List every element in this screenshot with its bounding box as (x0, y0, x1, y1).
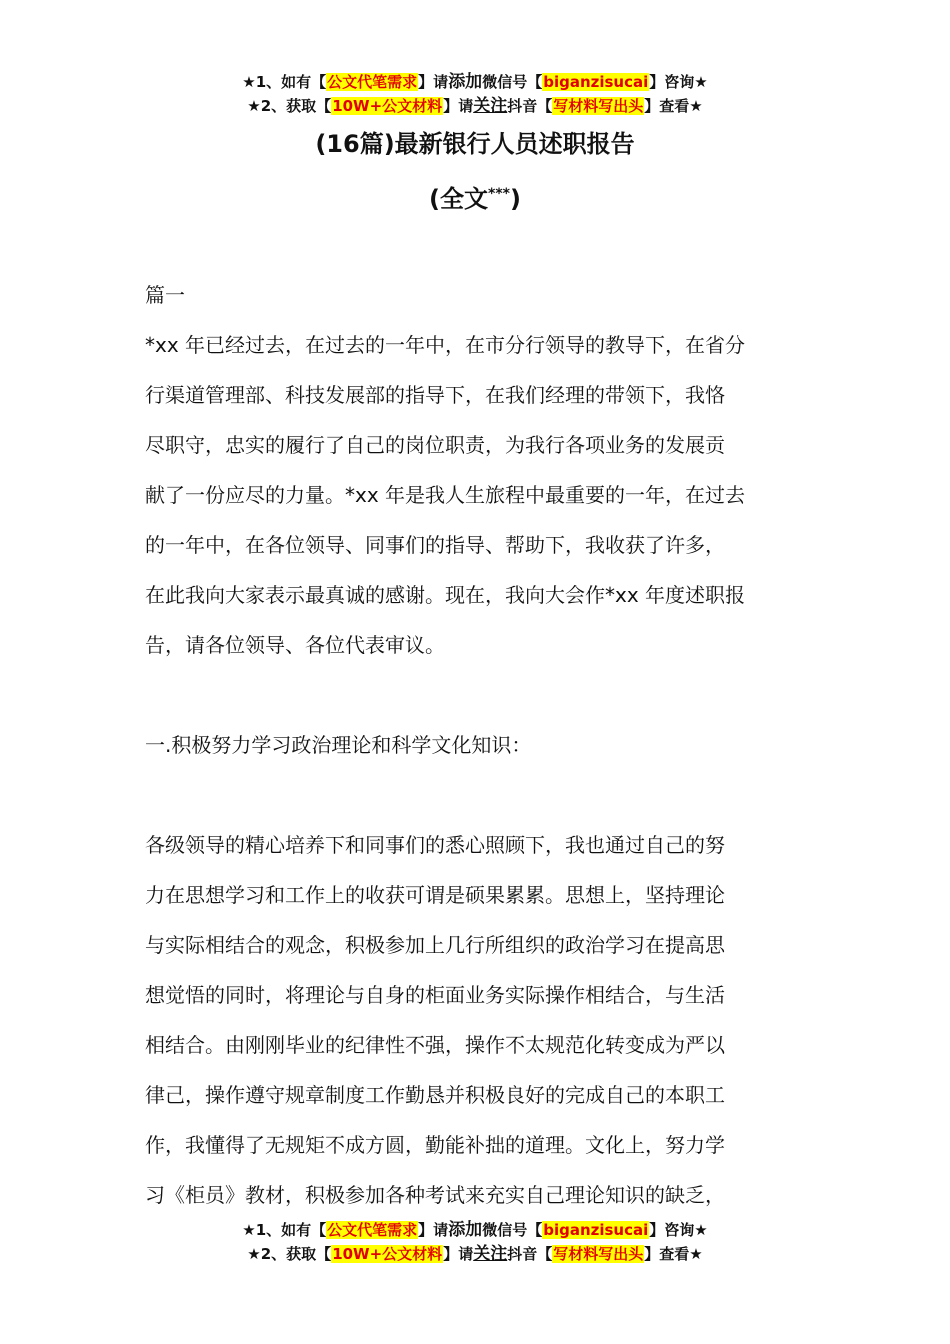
paragraph-line: 尽职守，忠实的履行了自己的岗位职责，为我行各项业务的发展贡 (145, 433, 725, 457)
paragraph-line: 相结合。由刚刚毕业的纪律性不强，操作不太规范化转变成为严以 (145, 1033, 725, 1057)
banner-text: ★1、如有【 (242, 1221, 327, 1239)
banner-line-2 (0, 94, 950, 118)
banner-text: 】查看★ (644, 1245, 703, 1263)
banner-text: 】咨询★ (649, 1221, 708, 1239)
banner-highlight-wechat: biganzisucai (543, 73, 649, 91)
top-banner (0, 70, 950, 118)
banner-emphasis: 关注 (473, 96, 508, 116)
paragraph-line: 各级领导的精心培养下和同事们的悉心照顾下，我也通过自己的努 (145, 833, 725, 857)
subtitle-text: (全文 (429, 185, 489, 213)
paragraph-line: 作，我懂得了无规矩不成方圆，勤能补拙的道理。文化上，努力学 (145, 1133, 725, 1157)
banner-text: 抖音【 (507, 1245, 553, 1263)
banner-text: ★2、获取【 (247, 97, 332, 115)
subtitle-stars: *** (488, 186, 510, 202)
paragraph-line: 与实际相结合的观念，积极参加上几行所组织的政治学习在提高思 (145, 933, 725, 957)
banner-text: 】查看★ (644, 97, 703, 115)
bottom-banner (0, 1218, 950, 1266)
paragraph-line: *xx 年已经过去，在过去的一年中，在市分行领导的教导下，在省分 (145, 333, 746, 357)
banner-highlight-douyin: 写材料写出头 (553, 1245, 644, 1263)
banner-text: ★2、获取【 (247, 1245, 332, 1263)
section-label: 篇一 (145, 283, 185, 307)
paragraph-line: 的一年中，在各位领导、同事们的指导、帮助下，我收获了许多， (145, 533, 725, 557)
banner-text: 】咨询★ (649, 73, 708, 91)
banner-text: 微信号【 (482, 1221, 543, 1239)
banner-text: 】请 (418, 1221, 449, 1239)
document-title: (16篇)最新银行人员述职报告 (315, 130, 635, 158)
banner-text: 】请 (443, 1245, 474, 1263)
banner-line-2 (0, 1242, 950, 1266)
banner-highlight: 10W+公文材料 (332, 1245, 443, 1263)
banner-text: ★1、如有【 (242, 73, 327, 91)
banner-line-1 (0, 1218, 950, 1242)
section-heading: 一.积极努力学习政治理论和科学文化知识： (145, 733, 532, 757)
banner-highlight: 公文代笔需求 (327, 73, 418, 91)
banner-text: 微信号【 (482, 73, 543, 91)
paragraph-line: 行渠道管理部、科技发展部的指导下，在我们经理的带领下，我恪 (145, 383, 725, 407)
document-subtitle (0, 178, 950, 215)
paragraph-line: 在此我向大家表示最真诚的感谢。现在，我向大会作*xx 年度述职报 (145, 583, 746, 607)
banner-emphasis: 添加 (448, 1220, 483, 1240)
banner-highlight-douyin: 写材料写出头 (553, 97, 644, 115)
banner-highlight: 公文代笔需求 (327, 1221, 418, 1239)
document-body (145, 270, 810, 1220)
banner-emphasis: 添加 (448, 72, 483, 92)
banner-line-1 (0, 70, 950, 94)
paragraph-line: 想觉悟的同时，将理论与自身的柜面业务实际操作相结合，与生活 (145, 983, 725, 1007)
paragraph-line: 献了一份应尽的力量。*xx 年是我人生旅程中最重要的一年，在过去 (145, 483, 746, 507)
spacer (145, 770, 810, 820)
banner-text: 抖音【 (507, 97, 553, 115)
banner-text: 】请 (443, 97, 474, 115)
paragraph-line: 习《柜员》教材，积极参加各种考试来充实自己理论知识的缺乏， (145, 1183, 725, 1207)
banner-highlight-wechat: biganzisucai (543, 1221, 649, 1239)
paragraph-line: 力在思想学习和工作上的收获可谓是硕果累累。思想上，坚持理论 (145, 883, 725, 907)
banner-emphasis: 关注 (473, 1244, 508, 1264)
paragraph-line: 律己，操作遵守规章制度工作勤恳并积极良好的完成自己的本职工 (145, 1083, 725, 1107)
paragraph-line: 告，请各位领导、各位代表审议。 (145, 633, 445, 657)
banner-highlight: 10W+公文材料 (332, 97, 443, 115)
spacer (145, 670, 810, 720)
subtitle-close: ) (509, 185, 521, 213)
banner-text: 】请 (418, 73, 449, 91)
